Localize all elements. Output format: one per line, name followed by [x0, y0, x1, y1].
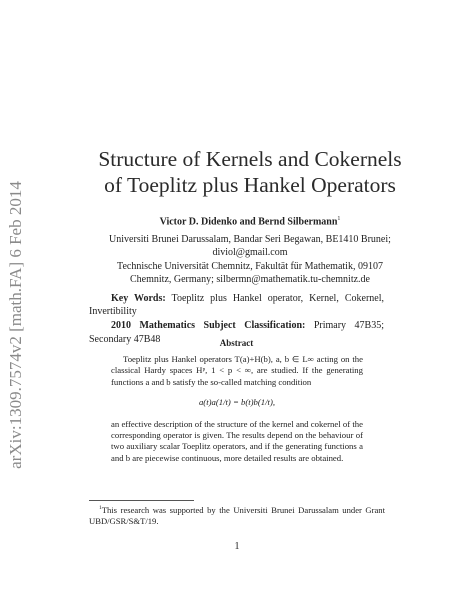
affiliation-line: Chemnitz, Germany; silbermn@mathematik.tu-chemnitz.de: [130, 273, 370, 285]
arxiv-side-stamp: [5, 120, 27, 530]
paper-title: [60, 146, 440, 198]
affiliation-line: diviol@gmail.com: [212, 247, 288, 259]
keywords: [89, 292, 384, 318]
affiliation-line: Technische Universität Chemnitz, Fakultät für Mathematik, 09107: [117, 260, 383, 272]
author-names: Victor D. Didenko and Bernd Silbermann: [159, 216, 338, 228]
authors: [60, 216, 440, 227]
footnote-text: This research was supported by the Universiti Brunei Darussalam under Grant UBD/GSR/S&T/19.: [89, 504, 385, 527]
title-line: of Toeplitz plus Hankel Operators: [104, 173, 396, 197]
abstract-body: [111, 354, 363, 464]
affiliations: [60, 233, 440, 286]
page-number: 1: [234, 541, 240, 552]
affiliation-line: Universiti Brunei Darussalam, Bandar Seri Begawan, BE1410 Brunei;: [109, 234, 391, 245]
msc-text: Primary 47B35; Secondary 47B48: [89, 320, 384, 345]
msc-label: 2010 Mathematics Subject Classification:: [111, 320, 306, 332]
abstract-paragraph: an effective description of the structure of the kernel and cokernel of the corresponding operator is given. The results depend on the behaviour of two auxiliary scalar Toeplitz operators, and if the generating functions a and b are piecewise continuous, more detailed results are obtained.: [111, 418, 363, 463]
author-footnote-mark: 1: [337, 216, 341, 222]
arxiv-id: arXiv:1309.7574v2 [math.FA] 6 Feb 2014: [6, 181, 25, 469]
keywords-text: Toeplitz plus Hankel operator, Kernel, Cokernel, Invertibility: [89, 293, 384, 318]
keywords-label: Key Words:: [111, 293, 166, 304]
footnote-divider: [89, 500, 194, 501]
abstract-paragraph: Toeplitz plus Hankel operators T(a)+H(b), a, b ∈ L∞ acting on the classical Hardy spaces Hᵖ, 1 < p < ∞, are studied. If the generating functions a and b satisfy the so-called matching condition: [111, 354, 363, 387]
matching-condition-equation: a(t)a(1/t) = b(t)b(1/t),: [198, 397, 276, 408]
footnote-mark: 1: [99, 505, 102, 511]
footnote: [89, 503, 385, 527]
abstract-heading: Abstract: [219, 338, 254, 348]
title-line: Structure of Kernels and Cokernels: [98, 147, 402, 171]
